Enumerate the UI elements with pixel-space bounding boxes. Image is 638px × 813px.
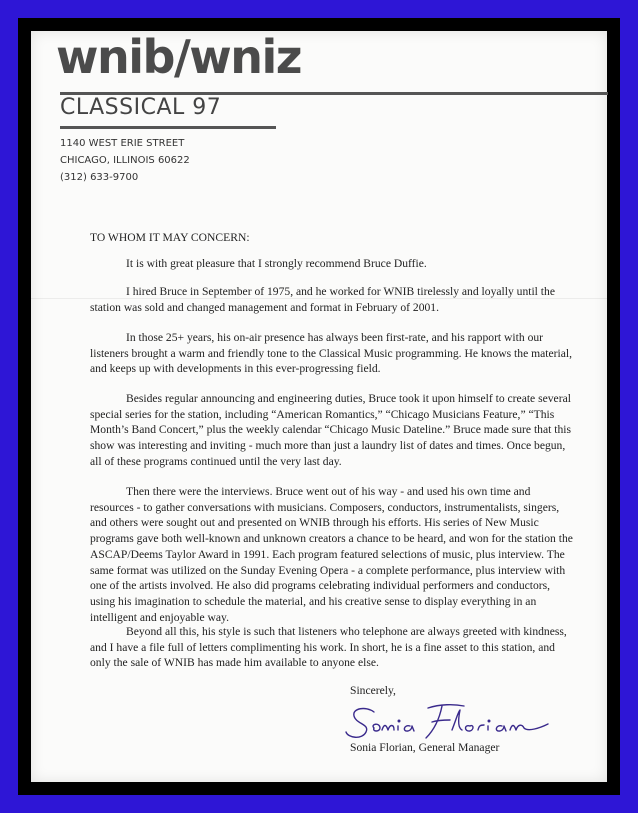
- paragraph-5: Then there were the interviews. Bruce went out of his way - and used his own time and resources - to gather conversations with musicians. Composers, conductors, instrumentalists, singers, and others were sought out and presented on WNIB through his efforts. His series of New Music programs gave both well-known and unknown creators a chance to be heard, and won for the station the ASCAP/Deems Taylor Award in 1991. Each program featured selections of music, plus interview. The same format was utilized on the Sunday Evening Opera - a complete performance, plus interview with one of the artists involved. He also did programs celebrating individual performers and conductors, using his imagination to schedule the material, and his creative sense to display everything in an intelligent and enjoyable way.: [90, 485, 573, 624]
- closing: Sincerely,: [350, 684, 396, 697]
- paragraph-6: Beyond all this, his style is such that listeners who telephone are always greeted with kindness, and I have a file full of letters complimenting his work. In short, he is a fine asset to this station, and only the sale of WNIB has made him available to anyone else.: [90, 625, 567, 670]
- phone-number: (312) 633-9700: [60, 172, 139, 183]
- letterhead-rule-bottom: [60, 126, 276, 129]
- paragraph-2: I hired Bruce in September of 1975, and he worked for WNIB tirelessly and loyally until the station was sold and changed management and format in February of 2001.: [90, 285, 555, 314]
- paragraph-3: In those 25+ years, his on-air presence has always been first-rate, and his rapport with our listeners brought a warm and friendly tone to the Classical Music programming. He knows the material, and keeps up with developments in this ever-progressing field.: [90, 331, 572, 376]
- address-street: 1140 WEST ERIE STREET: [60, 138, 185, 149]
- signer-name-title: Sonia Florian, General Manager: [350, 741, 500, 754]
- address-city: CHICAGO, ILLINOIS 60622: [60, 155, 190, 166]
- salutation: TO WHOM IT MAY CONCERN:: [90, 231, 250, 244]
- paragraph-4: Besides regular announcing and engineering duties, Bruce took it upon himself to create several special series for the station, including “American Romantics,” “Chicago Musicians Feature,” “This Month’s Band Concert,” plus the weekly calendar “Chicago Music Dateline.” Bruce made sure that this show was interesting and inviting - much more than just a laundry list of dates and times. Once begun, all of these programs continued until the very last day.: [90, 392, 571, 468]
- handwritten-signature: [344, 698, 554, 744]
- paragraph-1: It is with great pleasure that I strongly recommend Bruce Duffie.: [126, 257, 427, 270]
- station-name: CLASSICAL 97: [60, 95, 222, 120]
- station-logo: wnib/wniz: [56, 30, 302, 84]
